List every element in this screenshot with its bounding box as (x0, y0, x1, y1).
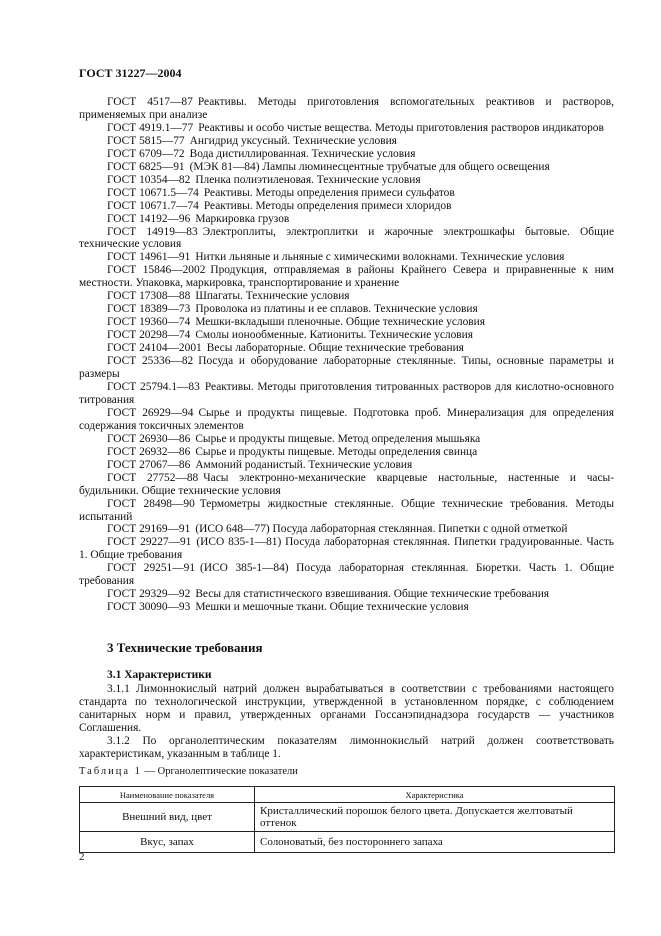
reference-code: ГОСТ 26932—86 (107, 445, 191, 458)
reference-title: Нитки льняные и льняные с химическими волокнами. Технические условия (195, 251, 565, 264)
reference-item (79, 290, 614, 303)
reference-code: ГОСТ 5815—77 (107, 134, 185, 147)
reference-item (79, 588, 614, 601)
reference-item (79, 96, 614, 122)
reference-code: ГОСТ 18389—73 (107, 303, 191, 316)
subsection-title: 3.1 Характеристики (107, 669, 212, 681)
document-header: ГОСТ 31227—2004 (79, 66, 182, 80)
paragraph-3-1-2: 3.1.2 По органолептическим показателям лимоннокислый натрий должен соответствовать характеристикам, указанным в таблице 1. (79, 734, 614, 760)
reference-code: ГОСТ 14919—83 (107, 225, 198, 238)
reference-title: Аммоний роданистый. Технические условия (195, 458, 413, 471)
reference-code: ГОСТ 25336—82 (107, 355, 194, 368)
reference-code: ГОСТ 17308—88 (107, 290, 191, 303)
reference-code: ГОСТ 29329—92 (107, 588, 191, 601)
reference-title: Пленка полиэтиленовая. Технические условия (195, 173, 421, 186)
reference-item (79, 122, 614, 135)
reference-title: Продукция, отправляемая в районы Крайнего Севера и приравненные к ним местности. Упаковка, маркировка, транспортирование и хранение (79, 264, 614, 290)
reference-list (79, 96, 614, 614)
reference-item (79, 498, 614, 524)
reference-title: Проволока из платины и ее сплавов. Технические условия (195, 303, 478, 316)
reference-code: ГОСТ 29227—91 (107, 536, 192, 549)
reference-title: Сырье и продукты пищевые. Методы определения свинца (195, 445, 478, 458)
reference-item (79, 459, 614, 472)
table-cell-indicator: Вкус, запах (80, 832, 255, 853)
paragraph-3-1-1: 3.1.1 Лимоннокислый натрий должен вырабатываться в соответствии с требованиями настоящего стандарта по технологической инструкции, утвержденной в установленном порядке, с соблюдением санитарных норм и правил, утвержденных органами Госсанэпиднадзора государств — участников Соглашения. (79, 683, 614, 734)
reference-title: Смолы ионообменные. Катиониты. Технические условия (195, 329, 473, 342)
reference-title: Вода дистиллированная. Технические условия (189, 147, 416, 160)
reference-title: (ИСО 835-1—81) Посуда лабораторная стеклянная. Пипетки градуированные. Часть 1. Общие требования (79, 536, 614, 562)
reference-code: ГОСТ 27067—86 (107, 458, 191, 471)
reference-code: ГОСТ 19360—74 (107, 316, 191, 329)
reference-item (79, 303, 614, 316)
reference-title: Посуда и оборудование лабораторные стеклянные. Типы, основные параметры и размеры (79, 355, 614, 381)
reference-code: ГОСТ 14961—91 (107, 251, 191, 264)
reference-code: ГОСТ 10354—82 (107, 173, 191, 186)
reference-title: Реактивы. Методы приготовления титрованных растворов для кислотно-основного титрования (79, 380, 614, 406)
reference-title: Ангидрид уксусный. Технические условия (189, 134, 397, 147)
table-cell-characteristic: Кристаллический порошок белого цвета. Допускается желтоватый оттенок (255, 803, 615, 832)
reference-title: Весы лабораторные. Общие технические требования (206, 342, 464, 355)
reference-item (79, 213, 614, 226)
reference-item (79, 472, 614, 498)
page-number: 2 (79, 851, 85, 863)
reference-item (79, 355, 614, 381)
reference-title: Шпагаты. Технические условия (195, 290, 350, 303)
table-header-indicator: Наименование показателя (80, 787, 255, 803)
organoleptic-table (79, 786, 615, 853)
reference-item (79, 381, 614, 407)
reference-title: Часы электронно-механические кварцевые настольные, настенные и часы-будильники. Общие технические условия (79, 471, 614, 497)
reference-code: ГОСТ 25794.1—83 (107, 380, 200, 393)
table-caption-label: Таблица 1 (79, 766, 142, 777)
reference-code: ГОСТ 26929—94 (107, 406, 194, 419)
reference-title: Реактивы. Методы приготовления вспомогательных реактивов и растворов, применяемых при анализе (79, 96, 614, 121)
reference-item (79, 148, 614, 161)
reference-code: ГОСТ 4919.1—77 (107, 121, 194, 134)
reference-item (79, 200, 614, 213)
reference-code: ГОСТ 27752—88 (107, 471, 199, 484)
table-row (80, 832, 615, 853)
table-header-characteristic: Характеристика (255, 787, 615, 803)
reference-code: ГОСТ 14192—96 (107, 212, 191, 225)
reference-code: ГОСТ 24104—2001 (107, 342, 202, 355)
reference-title: Реактивы и особо чистые вещества. Методы приготовления растворов индикаторов (198, 121, 604, 134)
reference-item (79, 601, 614, 614)
reference-item (79, 174, 614, 187)
reference-item (79, 316, 614, 329)
body-text (79, 683, 614, 761)
reference-item (79, 135, 614, 148)
reference-title: Сырье и продукты пищевые. Подготовка проб. Минерализация для определения содержания токсичных элементов (79, 406, 614, 432)
reference-code: ГОСТ 15846—2002 (107, 264, 206, 277)
reference-title: Реактивы. Методы определения примеси сульфатов (203, 186, 455, 199)
reference-title: (ИСО 385-1—84) Посуда лабораторная стеклянная. Бюретки. Часть 1. Общие требования (79, 562, 615, 588)
reference-item (79, 251, 614, 264)
reference-code: ГОСТ 6825—91 (107, 160, 185, 173)
reference-title: Реактивы. Методы определения примеси хлоридов (203, 199, 452, 212)
reference-code: ГОСТ 20298—74 (107, 329, 191, 342)
reference-title: Электроплиты, электроплитки и жарочные электрошкафы бытовые. Общие технические условия (79, 225, 614, 251)
reference-item (79, 187, 614, 200)
reference-title: Мешки и мешочные ткани. Общие технические условия (195, 601, 469, 614)
table-row (80, 803, 615, 832)
reference-code: ГОСТ 6709—72 (107, 147, 185, 160)
table-cell-characteristic: Солоноватый, без постороннего запаха (255, 832, 615, 853)
reference-title: Маркировка грузов (195, 212, 290, 225)
reference-item (79, 407, 614, 433)
reference-title: Мешки-вкладыши пленочные. Общие технические условия (195, 316, 485, 329)
reference-code: ГОСТ 10671.5—74 (107, 186, 199, 199)
reference-code: ГОСТ 29251—91 (107, 562, 196, 575)
reference-code: ГОСТ 30090—93 (107, 601, 191, 614)
table-cell-indicator: Внешний вид, цвет (80, 803, 255, 832)
reference-code: ГОСТ 10671.7—74 (107, 199, 199, 212)
reference-item (79, 329, 614, 342)
reference-title: Термометры жидкостные стеклянные. Общие технические требования. Методы испытаний (79, 497, 614, 523)
reference-item (79, 523, 614, 536)
reference-item (79, 433, 614, 446)
table-header-row (80, 787, 615, 803)
reference-code: ГОСТ 4517—87 (107, 96, 193, 108)
reference-code: ГОСТ 26930—86 (107, 432, 191, 445)
reference-title: (ИСО 648—77) Посуда лабораторная стеклянная. Пипетки с одной отметкой (195, 523, 568, 536)
reference-code: ГОСТ 28498—90 (107, 497, 195, 510)
reference-item (79, 536, 614, 562)
table-caption-text: — Органолептические показатели (141, 766, 298, 777)
reference-item (79, 264, 614, 290)
table-caption (79, 766, 298, 777)
reference-item (79, 446, 614, 459)
reference-title: (МЭК 81—84) Лампы люминесцентные трубчатые для общего освещения (189, 160, 550, 173)
reference-item (79, 226, 614, 252)
reference-title: Весы для статистического взвешивания. Общие технические требования (195, 588, 550, 601)
reference-item (79, 161, 614, 174)
reference-item (79, 342, 614, 355)
reference-title: Сырье и продукты пищевые. Метод определения мышьяка (195, 432, 481, 445)
reference-code: ГОСТ 29169—91 (107, 523, 191, 536)
section-title: 3 Технические требования (107, 640, 263, 655)
reference-item (79, 562, 614, 588)
